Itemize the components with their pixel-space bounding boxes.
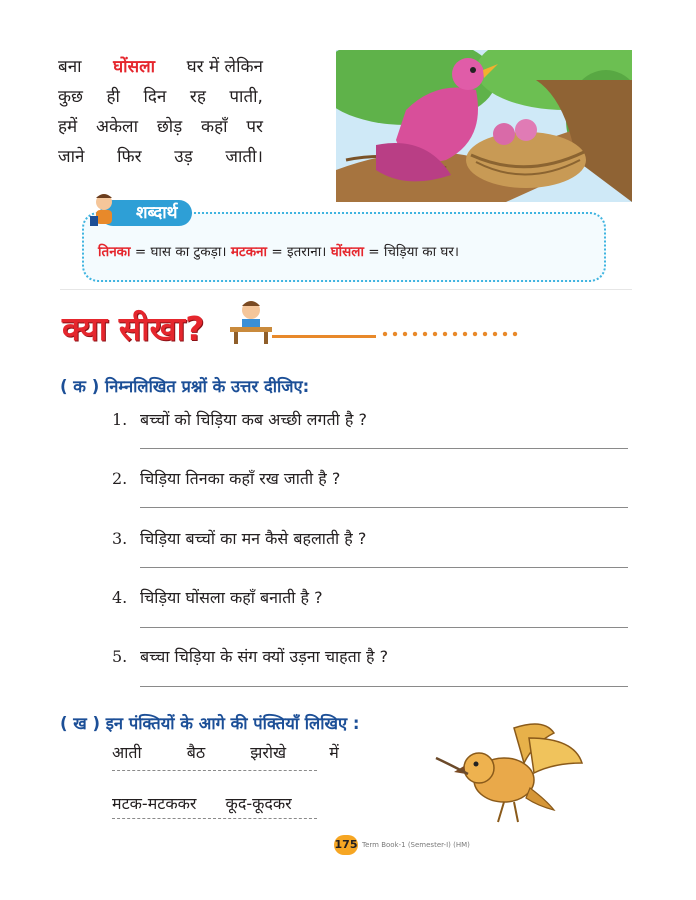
footer-book-title: Term Book-1 (Semester-I) (HM) (362, 841, 470, 849)
poem-fill-line-2: मटक-मटककर कूद-कूदकर (112, 794, 292, 813)
poem-stanza (58, 52, 263, 172)
question-5: 5. बच्चा चिड़िया के संग क्यों उड़ना चाहता है ? (112, 647, 389, 666)
student-at-desk-icon (226, 296, 276, 346)
answer-line-2[interactable] (140, 507, 628, 508)
keyword-ghonsla: घोंसला (113, 57, 155, 77)
poem-line-4: जाने फिर उड़ जाती। (58, 147, 263, 167)
heading-underline (272, 335, 376, 338)
glossary-label: शब्दार्थ (100, 200, 192, 226)
question-4: 4. चिड़िया घोंसला कहाँ बनाती है ? (112, 588, 323, 607)
divider (60, 289, 632, 290)
poem-line-1: बना घोंसला घर में लेकिन (58, 52, 263, 82)
answer-line-1[interactable] (140, 448, 628, 449)
fill-dash-line-2[interactable] (112, 818, 317, 819)
section-b-title: ( ख ) इन पंक्तियों के आगे की पंक्तियाँ लिखिए : (60, 714, 360, 733)
student-icon (84, 190, 124, 230)
answer-line-3[interactable] (140, 567, 628, 568)
poem-fill-line-1: आती बैठ झरोखे में (112, 743, 339, 762)
fill-dash-line-1[interactable] (112, 770, 317, 771)
question-2: 2. चिड़िया तिनका कहाँ रख जाती है ? (112, 469, 341, 488)
heading-dots (380, 330, 520, 338)
answer-line-4[interactable] (140, 627, 628, 628)
question-3: 3. चिड़िया बच्चों का मन कैसे बहलाती है ? (112, 529, 367, 548)
bird-nest-illustration (336, 50, 632, 202)
poem-line-2: कुछ ही दिन रह पाती, (58, 87, 263, 107)
question-1: 1. बच्चों को चिड़िया कब अच्छी लगती है ? (112, 410, 367, 429)
glossary-meanings: तिनका = घास का टुकड़ा। मटकना = इतराना। घोंसला = चिड़िया का घर। (98, 244, 460, 260)
flying-bird-illustration (434, 718, 584, 826)
answer-line-5[interactable] (140, 686, 628, 687)
section-heading: क्या सीखा? (62, 309, 205, 348)
page-number-badge: 175 (334, 835, 358, 855)
page-footer (334, 835, 470, 855)
section-a-title: ( क ) निम्नलिखित प्रश्नों के उत्तर दीजिए: (60, 377, 310, 396)
poem-line-3: हमें अकेला छोड़ कहाँ पर (58, 117, 263, 137)
